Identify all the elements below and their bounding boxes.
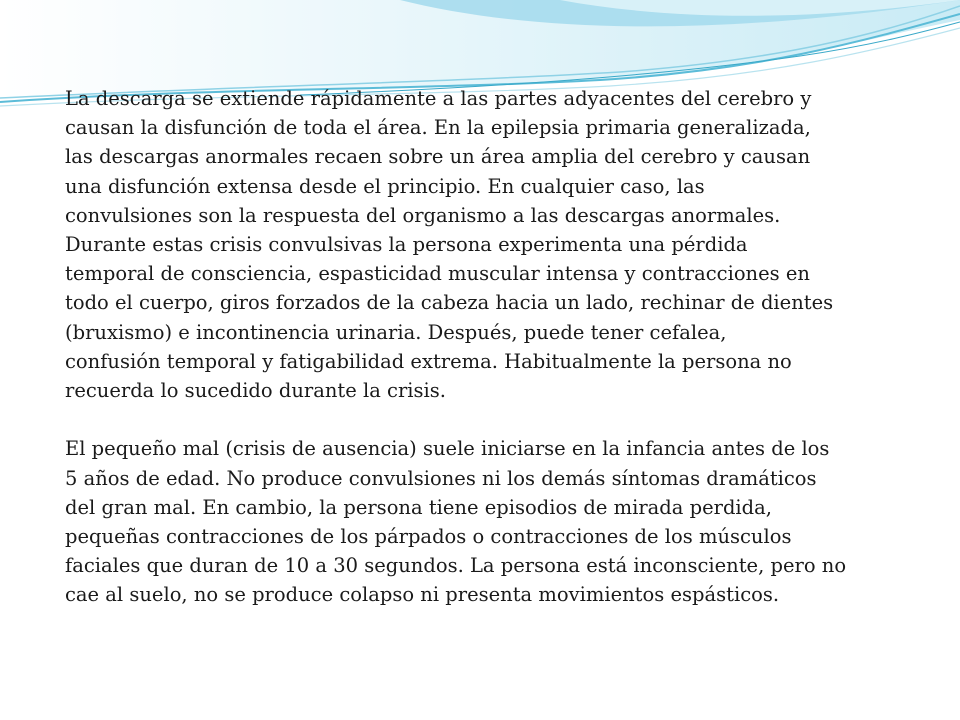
text-line: recuerda lo sucedido durante la crisis. xyxy=(65,379,446,403)
text-line: cae al suelo, no se produce colapso ni presenta movimientos espásticos. xyxy=(65,583,780,607)
text-line: una disfunción extensa desde el principio. En cualquier caso, las xyxy=(65,174,705,198)
paragraph-grand-mal xyxy=(65,84,875,405)
text-line: Durante estas crisis convulsivas la persona experimenta una pérdida xyxy=(65,233,748,257)
text-line: confusión temporal y fatigabilidad extrema. Habitualmente la persona no xyxy=(65,349,792,373)
text-line: temporal de consciencia, espasticidad muscular intensa y contracciones en xyxy=(65,262,810,286)
text-line: faciales que duran de 10 a 30 segundos. La persona está inconsciente, pero no xyxy=(65,554,847,578)
text-line: El pequeño mal (crisis de ausencia) suele iniciarse en la infancia antes de los xyxy=(65,437,830,461)
text-line: convulsiones son la respuesta del organismo a las descargas anormales. xyxy=(65,203,781,227)
text-line: del gran mal. En cambio, la persona tiene episodios de mirada perdida, xyxy=(65,495,772,519)
paragraph-petit-mal xyxy=(65,434,875,609)
text-line: (bruxismo) e incontinencia urinaria. Después, puede tener cefalea, xyxy=(65,320,727,344)
slide-body xyxy=(65,84,875,610)
text-line: pequeñas contracciones de los párpados o contracciones de los músculos xyxy=(65,525,792,549)
text-line: causan la disfunción de toda el área. En la epilepsia primaria generalizada, xyxy=(65,116,811,140)
text-line: La descarga se extiende rápidamente a las partes adyacentes del cerebro y xyxy=(65,87,812,110)
text-line: todo el cuerpo, giros forzados de la cabeza hacia un lado, rechinar de dientes xyxy=(65,291,834,315)
text-line: las descargas anormales recaen sobre un área amplia del cerebro y causan xyxy=(65,145,811,169)
paragraph-spacer xyxy=(65,405,875,434)
text-line: 5 años de edad. No produce convulsiones ni los demás síntomas dramáticos xyxy=(65,466,817,490)
